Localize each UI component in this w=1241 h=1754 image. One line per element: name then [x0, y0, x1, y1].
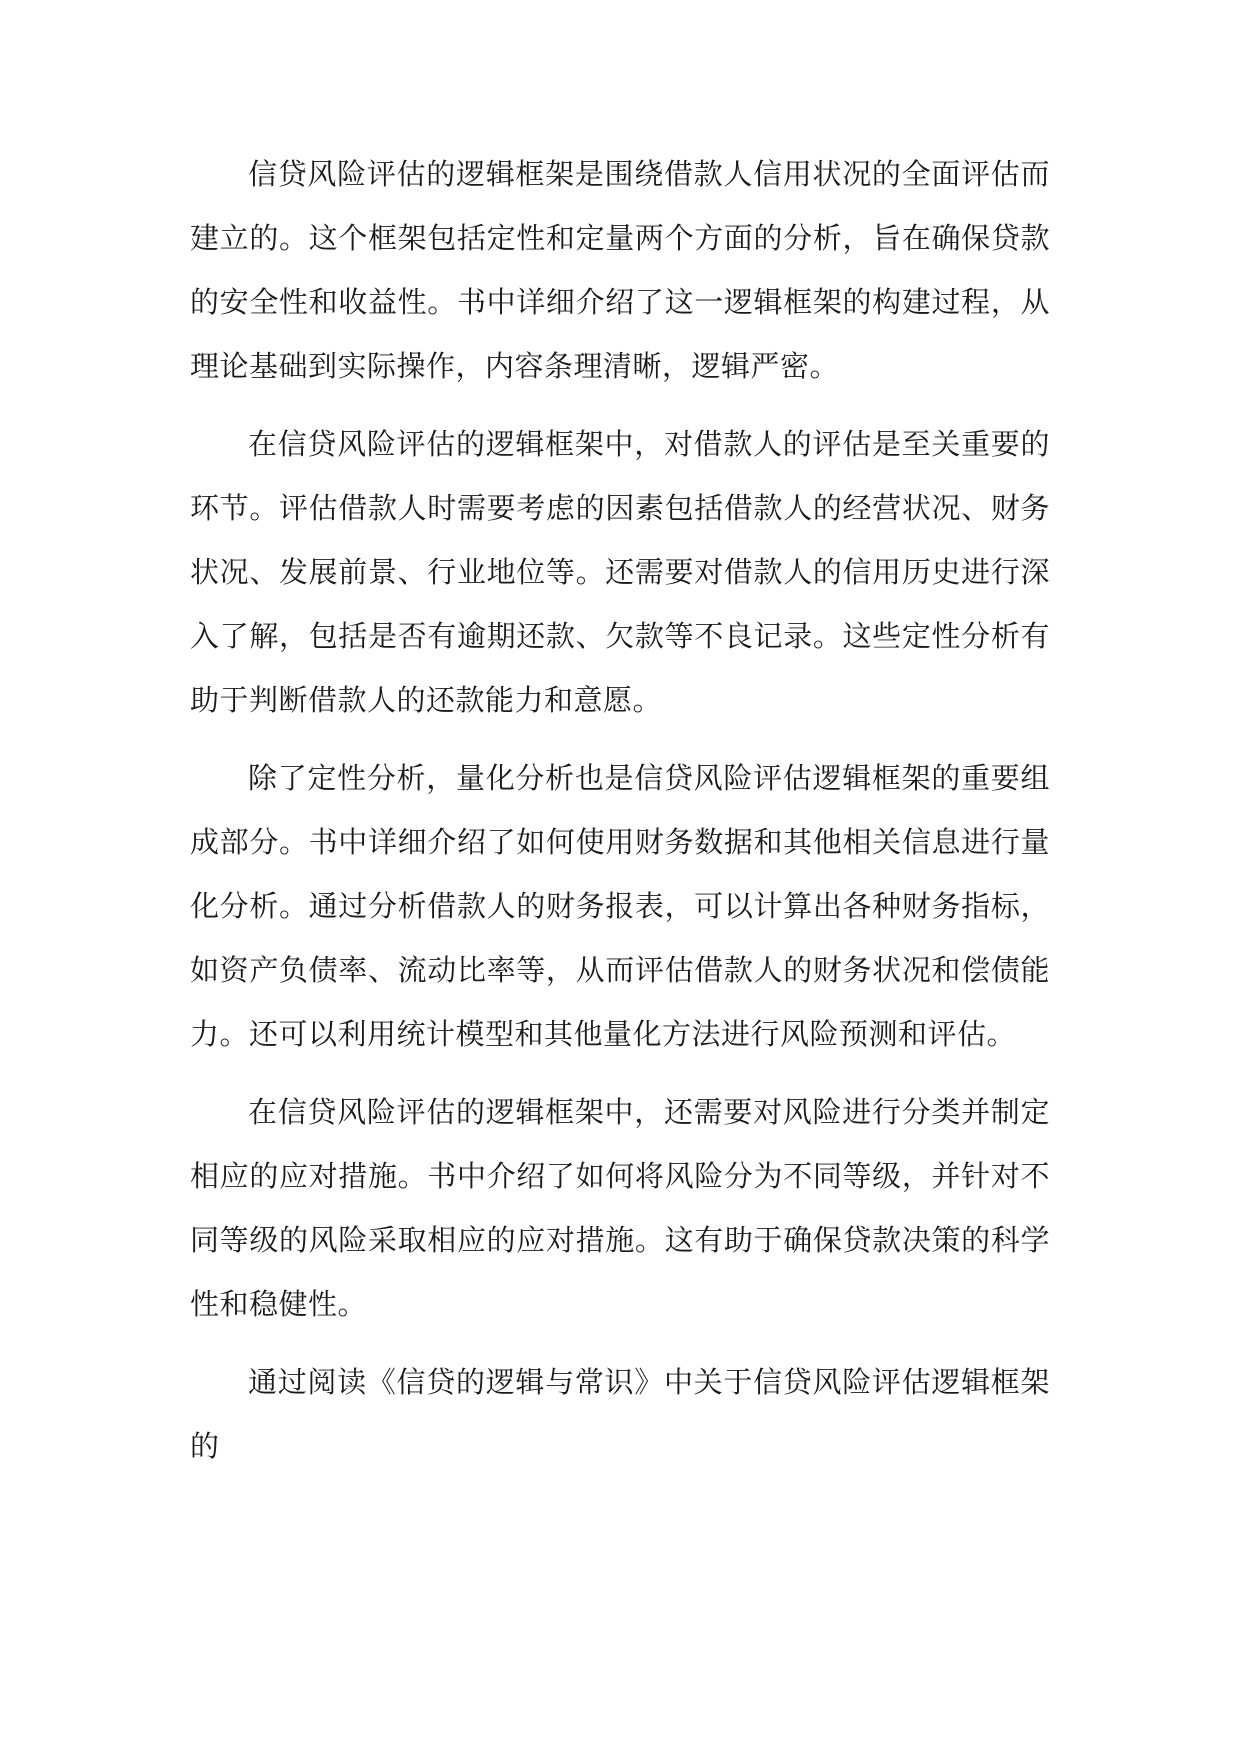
paragraph-4: 在信贷风险评估的逻辑框架中，还需要对风险进行分类并制定相应的应对措施。书中介绍了如何将风险分为不同等级，并针对不同等级的风险采取相应的应对措施。这有助于确保贷款决策的科学性和稳健性。: [190, 1095, 1050, 1321]
paragraph-1: 信贷风险评估的逻辑框架是围绕借款人信用状况的全面评估而建立的。这个框架包括定性和定量两个方面的分析，旨在确保贷款的安全性和收益性。书中详细介绍了这一逻辑框架的构建过程，从理论基础到实际操作，内容条理清晰，逻辑严密。: [190, 157, 1050, 383]
paragraph-3: 除了定性分析，量化分析也是信贷风险评估逻辑框架的重要组成部分。书中详细介绍了如何使用财务数据和其他相关信息进行量化分析。通过分析借款人的财务报表，可以计算出各种财务指标，如资产负债率、流动比率等，从而评估借款人的财务状况和偿债能力。还可以利用统计模型和其他量化方法进行风险预测和评估。: [190, 761, 1050, 1051]
paragraph-5: 通过阅读《信贷的逻辑与常识》中关于信贷风险评估逻辑框架的: [190, 1365, 1050, 1463]
document-body: [190, 142, 1050, 1492]
paragraph-2: 在信贷风险评估的逻辑框架中，对借款人的评估是至关重要的环节。评估借款人时需要考虑的因素包括借款人的经营状况、财务状况、发展前景、行业地位等。还需要对借款人的信用历史进行深入了解，包括是否有逾期还款、欠款等不良记录。这些定性分析有助于判断借款人的还款能力和意愿。: [190, 427, 1050, 717]
